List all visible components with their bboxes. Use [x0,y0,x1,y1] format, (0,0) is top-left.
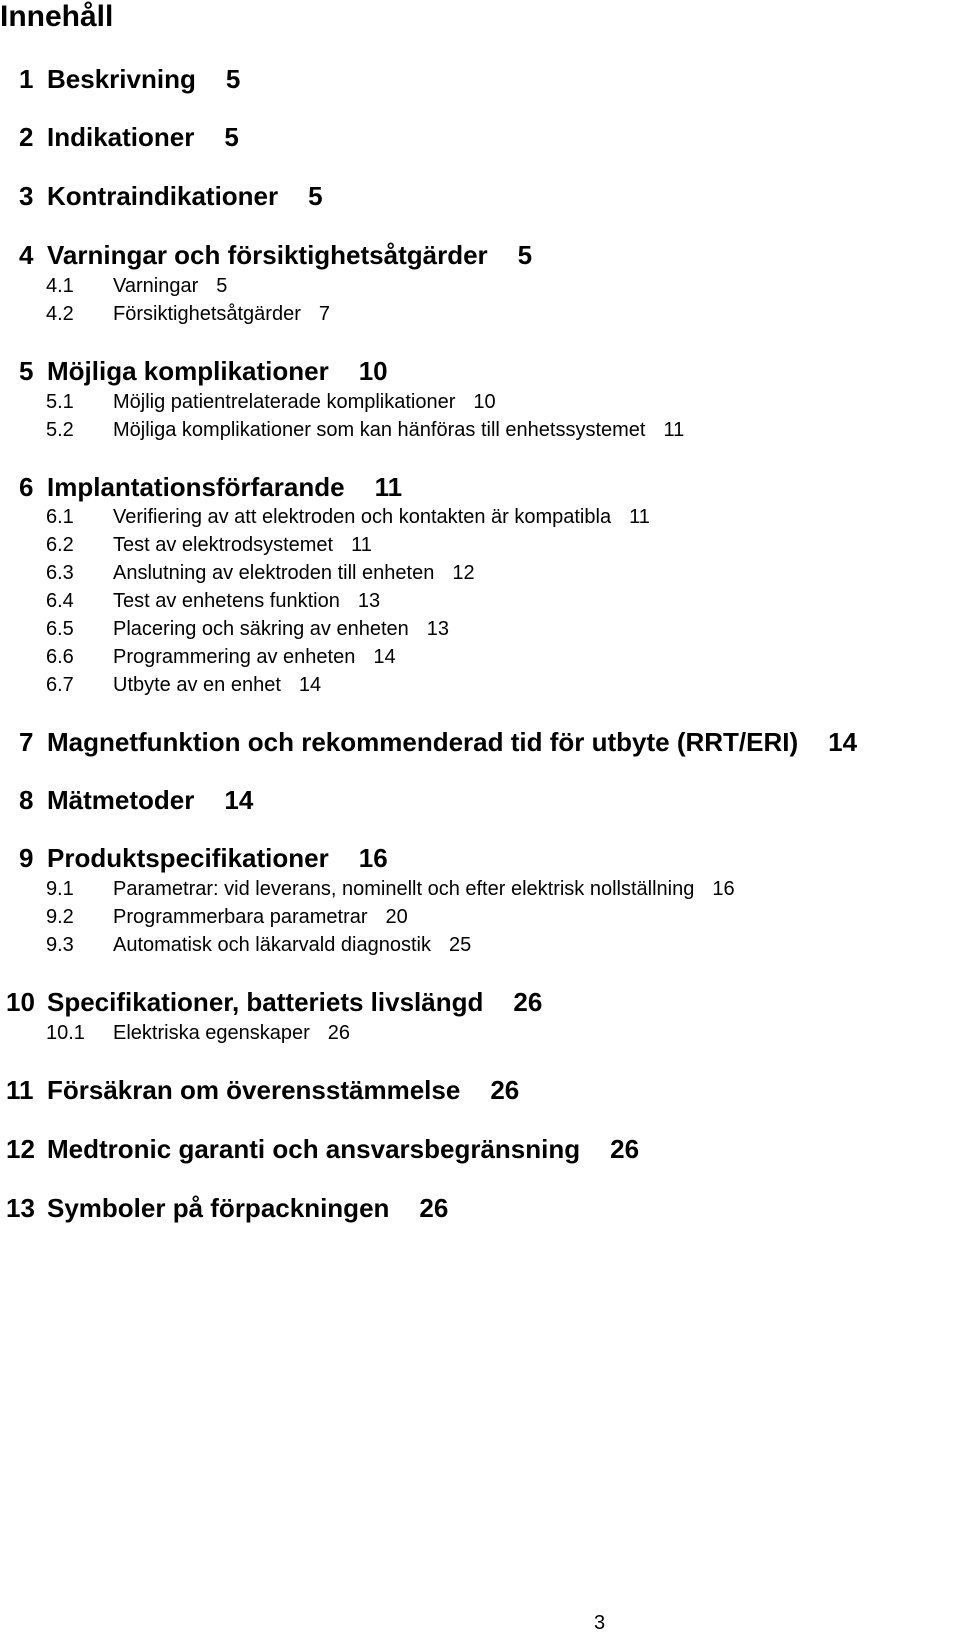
toc-entry-page: 7 [318,303,330,325]
toc-chapter-entry[interactable] [19,843,388,873]
toc-entry-page: 5 [308,181,323,211]
toc-entry-title: Försäkran om överensstämmelse [47,1075,461,1105]
toc-entry-title: Test av enhetens funktion [113,590,340,612]
toc-entry-number: 4.2 [46,303,74,325]
toc-entry-number: 5.1 [46,391,74,413]
toc-chapter-entry[interactable] [19,785,253,815]
toc-entry-number: 9.1 [46,878,74,900]
toc-entry-title: Automatisk och läkarvald diagnostik [113,934,431,956]
toc-entry-title: Produktspecifikationer [47,843,329,873]
toc-entry-number: 4 [19,240,34,270]
toc-entry-title: Varningar [113,275,199,297]
toc-entry-number: 6.7 [46,674,74,696]
toc-entry-number: 6.2 [46,534,74,556]
toc-entry-title: Mätmetoder [47,785,195,815]
toc-section-entry[interactable] [46,1021,350,1045]
toc-entry-page: 5 [224,122,239,152]
toc-entry-title: Kontraindikationer [47,181,279,211]
toc-entry-number: 6.3 [46,562,74,584]
toc-entry-page: 10 [358,356,388,386]
toc-entry-page: 26 [419,1193,449,1223]
toc-chapter-entry[interactable] [19,240,532,270]
toc-entry-title: Möjliga komplikationer [47,356,329,386]
toc-section-entry[interactable] [46,877,735,901]
toc-section-entry[interactable] [46,905,408,929]
toc-entry-number: 13 [6,1193,35,1223]
toc-entry-number: 5.2 [46,419,74,441]
toc-entry-number: 6.4 [46,590,74,612]
toc-entry-page: 11 [351,534,372,556]
toc-entry-page: 11 [663,419,685,441]
toc-entry-page: 5 [517,240,533,270]
toc-entry-title: Beskrivning [47,64,196,94]
toc-entry-number: 2 [19,122,34,152]
toc-chapter-entry[interactable] [6,1193,449,1223]
toc-entry-page: 14 [224,785,254,815]
toc-entry-title: Programmerbara parametrar [113,906,368,928]
toc-entry-page: 11 [629,506,650,528]
toc-section-entry[interactable] [46,418,684,442]
toc-entry-page: 16 [358,843,388,873]
toc-entry-title: Elektriska egenskaper [113,1022,310,1044]
toc-entry-title: Test av elektrodsystemet [113,534,334,556]
toc-chapter-entry[interactable] [6,1075,520,1105]
toc-entry-title: Möjliga komplikationer som kan hänföras till enhetssystemet [113,419,646,441]
toc-entry-page: 5 [225,64,241,94]
toc-entry-page: 26 [610,1134,640,1164]
toc-entry-page: 12 [452,562,475,584]
toc-chapter-entry[interactable] [19,356,388,386]
toc-entry-title: Parametrar: vid leverans, nominellt och efter elektrisk nollställning [113,878,695,900]
toc-entry-title: Indikationer [47,122,195,152]
toc-section-entry[interactable] [46,617,449,641]
toc-chapter-entry[interactable] [19,122,239,152]
toc-entry-title: Varningar och försiktighetsåtgärder [47,240,488,270]
toc-entry-number: 9.3 [46,934,74,956]
toc-section-entry[interactable] [46,561,475,585]
toc-section-entry[interactable] [46,505,650,529]
toc-entry-page: 13 [426,618,449,640]
toc-entry-number: 5 [19,356,34,386]
toc-section-entry[interactable] [46,390,496,414]
toc-entry-title: Programmering av enheten [113,646,356,668]
toc-section-entry[interactable] [46,589,380,613]
toc-section-entry[interactable] [46,933,471,957]
page-number: 3 [594,1612,606,1634]
toc-entry-number: 9 [19,843,34,873]
toc-entry-page: 20 [385,906,408,928]
toc-chapter-entry[interactable] [19,472,402,502]
toc-entry-title: Verifiering av att elektroden och kontakten är kompatibla [113,506,612,528]
toc-chapter-entry[interactable] [19,64,240,94]
toc-entry-number: 10.1 [46,1022,85,1044]
toc-entry-title: Möjlig patientrelaterade komplikationer [113,391,456,413]
toc-entry-number: 6.6 [46,646,74,668]
toc-entry-page: 14 [828,727,858,757]
toc-entry-title: Magnetfunktion och rekommenderad tid för utbyte (RRT/ERI) [47,727,799,757]
toc-entry-title: Försiktighetsåtgärder [113,303,301,325]
toc-chapter-entry[interactable] [6,987,543,1017]
toc-entry-number: 3 [19,181,34,211]
toc-entry-title: Medtronic garanti och ansvarsbegränsning [47,1134,581,1164]
toc-entry-number: 6 [19,472,34,502]
toc-entry-number: 10 [6,987,35,1017]
toc-entry-page: 25 [448,934,472,956]
toc-entry-number: 11 [6,1075,34,1105]
toc-entry-title: Anslutning av elektroden till enheten [113,562,435,584]
toc-entry-page: 13 [357,590,381,612]
toc-entry-page: 14 [373,646,396,668]
toc-chapter-entry[interactable] [6,1134,640,1164]
toc-entry-title: Implantationsförfarande [47,472,345,502]
toc-entry-number: 12 [6,1134,35,1164]
toc-entry-title: Utbyte av en enhet [113,674,281,696]
toc-chapter-entry[interactable] [19,181,323,211]
toc-entry-number: 8 [19,785,34,815]
toc-entry-number: 6.1 [46,506,74,528]
toc-entry-page: 26 [327,1022,351,1044]
toc-entry-number: 7 [19,727,34,757]
toc-entry-number: 4.1 [46,275,74,297]
toc-section-entry[interactable] [46,673,321,697]
toc-section-entry[interactable] [46,302,330,326]
toc-entry-number: 1 [19,64,34,94]
toc-entry-title: Placering och säkring av enheten [113,618,409,640]
toc-entry-number: 6.5 [46,618,74,640]
toc-entry-number: 9.2 [46,906,74,928]
toc-section-entry[interactable] [46,533,372,557]
toc-entry-title: Specifikationer, batteriets livslängd [47,987,484,1017]
toc-entry-page: 26 [513,987,543,1017]
toc-entry-page: 14 [298,674,322,696]
toc-section-entry[interactable] [46,645,396,669]
page-title: Innehåll [0,0,114,33]
toc-entry-page: 5 [216,275,228,297]
toc-entry-title: Symboler på förpackningen [47,1193,390,1223]
toc-entry-page: 10 [473,391,496,413]
toc-chapter-entry[interactable] [19,727,857,757]
toc-section-entry[interactable] [46,274,227,298]
toc-entry-page: 16 [712,878,735,900]
toc-entry-page: 11 [374,472,403,502]
toc-entry-page: 26 [490,1075,520,1105]
